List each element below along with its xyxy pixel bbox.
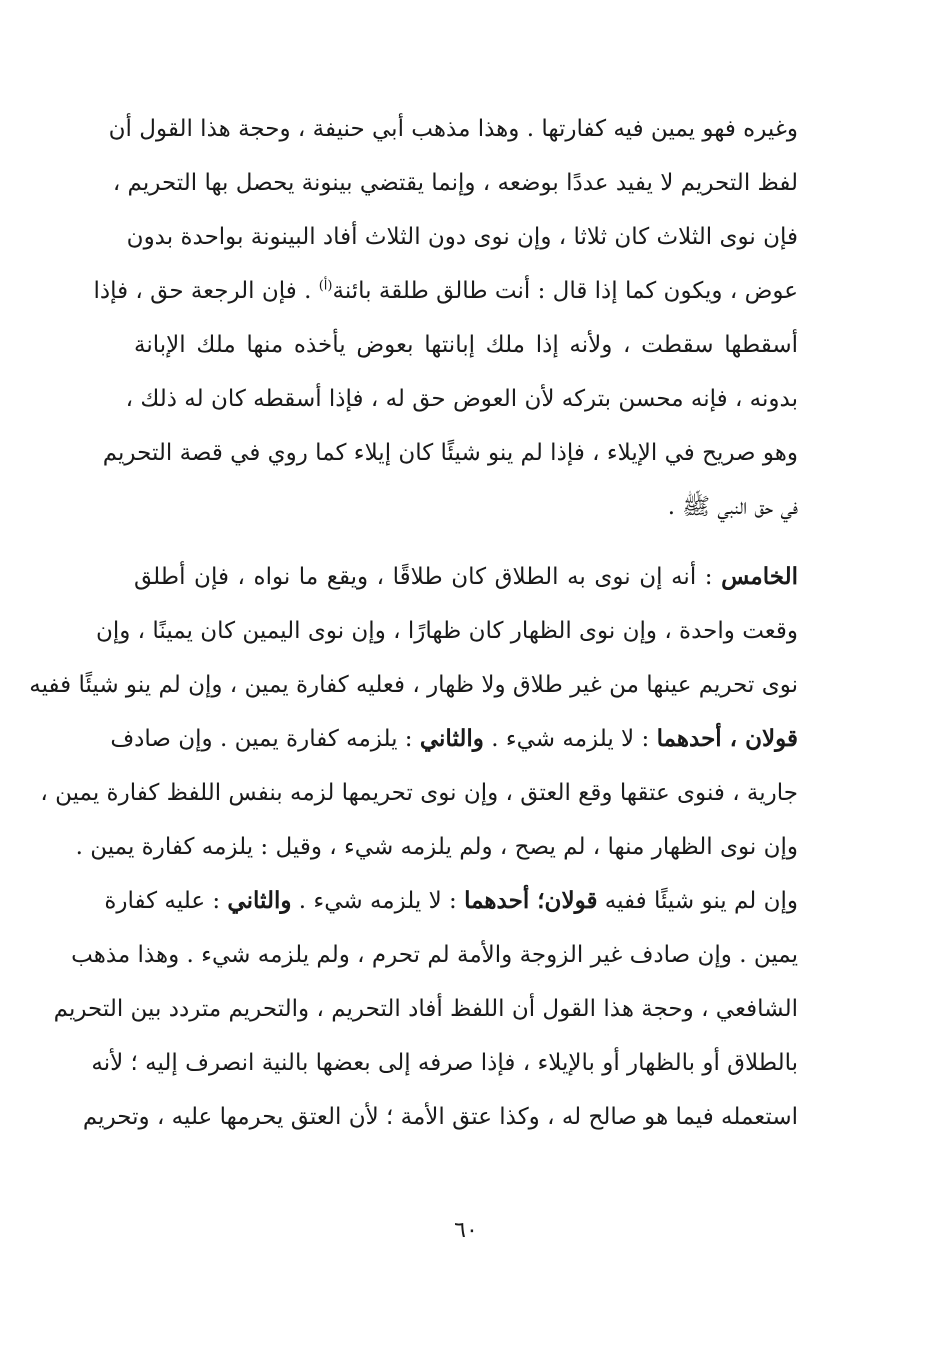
text-segment: وإن لم ينو شيئًا ففيه: [604, 888, 798, 914]
text-line: وغيره فهو يمين فيه كفارتها . وهذا مذهب أبي حنيفة ، وحجة هذا القول أن: [108, 116, 798, 142]
text-line: نوى تحريم عينها من غير طلاق ولا ظهار ، فعليه كفارة يمين ، وإن لم ينو شيئًا ففيه: [29, 672, 798, 698]
text-segment: : لا يلزمه شيء .: [491, 726, 650, 752]
text-line: وهو صريح في الإيلاء ، فإذا لم ينو شيئًا كان إيلاء كما روي في قصة التحريم: [102, 440, 798, 466]
text-segment: : أنه إن نوى به الطلاق كان طلاقًا ، ويقع ما نواه ، فإن أطلق: [134, 564, 713, 590]
paragraph-1: [93, 102, 798, 534]
text-line: استعمله فيما هو صالح له ، وكذا عتق الأمة ؛ لأن العتق يحرمها عليه ، وتحريم: [82, 1104, 798, 1130]
text-segment: . فإن الرجعة حق ، فإذا: [93, 278, 312, 304]
text-line: يمين . وإن صادف غير الزوجة والأمة لم تحرم ، ولم يلزمه شيء . وهذا مذهب: [71, 942, 798, 968]
text-segment: عوض ، ويكون كما إذا قال : أنت طالق طلقة بائنة: [332, 278, 798, 304]
text-line-with-footnote: [93, 264, 798, 318]
text-line: بدونه ، فإنه محسن بتركه لأن العوض حق له ، فإذا أسقطه كان له ذلك ،: [125, 386, 798, 412]
text-line: أسقطها سقطت ، ولأنه إذا ملك إبانتها بعوض يأخذه منها ملك الإبانة: [134, 332, 798, 358]
text-line: لفظ التحريم لا يفيد عددًا بوضعه ، وإنما يقتضي بينونة يحصل بها التحريم ،: [112, 170, 798, 196]
text-line: فإن نوى الثلاث كان ثلاثا ، وإن نوى دون الثلاث أفاد البينونة بواحدة بدون: [126, 224, 798, 250]
text-segment: : لا يلزمه شيء .: [298, 888, 457, 914]
bold-term: قولان؛ أحدهما: [464, 887, 598, 914]
text-line: وقعت واحدة ، وإن نوى الظهار كان ظهارًا ، وإن نوى اليمين كان يمينًا ، وإن: [95, 618, 798, 644]
page-number: ٦٠: [454, 1218, 478, 1243]
text-line: الشافعي ، وحجة هذا القول أن اللفظ أفاد التحريم ، والتحريم متردد بين التحريم: [53, 996, 798, 1022]
text-line: جارية ، فنوى عتقها وقع العتق ، وإن نوى تحريمها لزمه بنفس اللفظ كفارة يمين ،: [40, 780, 798, 806]
footnote-marker: (أ): [318, 278, 333, 294]
text-line: [110, 712, 798, 766]
bold-term: قولان ، أحدهما: [656, 725, 798, 752]
text-line: بالطلاق أو بالظهار أو بالإيلاء ، فإذا صرفه إلى بعضها بالنية انصرف إليه ؛ لأنه: [91, 1050, 798, 1076]
text-segment: : عليه كفارة: [104, 888, 221, 914]
text-line: في حق النبي ﷺ .: [667, 494, 798, 520]
bold-term: والثاني: [227, 887, 292, 914]
text-line: [104, 874, 798, 928]
section-label: الخامس: [721, 563, 799, 590]
paragraph-2: [29, 550, 799, 1144]
text-segment: : يلزمه كفارة يمين . وإن صادف: [110, 726, 413, 752]
text-line: وإن نوى الظهار منها ، لم يصح ، ولم يلزمه شيء ، وقيل : يلزمه كفارة يمين .: [75, 834, 798, 860]
text-line: [134, 550, 798, 604]
bold-term: والثاني: [419, 725, 484, 752]
